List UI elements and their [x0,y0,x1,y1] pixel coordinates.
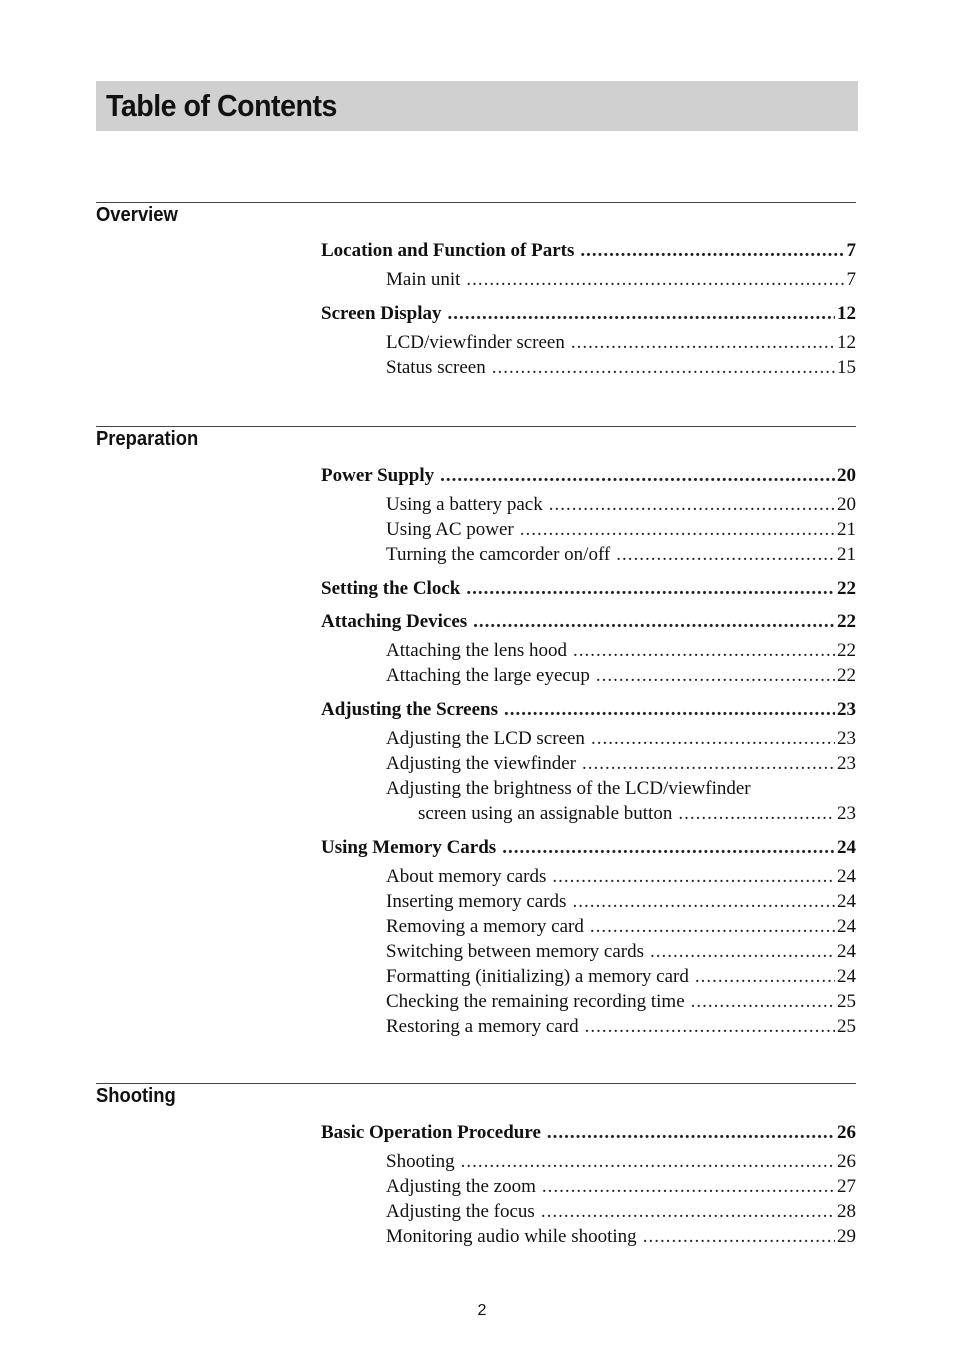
toc-subentry[interactable] [321,889,856,914]
dot-leader [542,1174,835,1199]
dot-leader [461,1149,835,1174]
toc-subentry-page: 28 [837,1201,856,1222]
toc-subentry[interactable] [321,864,856,889]
toc-subentry-label: LCD/viewfinder screen [386,332,565,353]
toc-subentry-label: Turning the camcorder on/off [386,544,611,565]
dot-leader [520,517,835,542]
dot-leader [466,267,844,292]
dot-leader [590,914,835,939]
toc-subentry[interactable] [321,1199,856,1224]
toc-subentry-label: Adjusting the viewfinder [386,753,576,774]
toc-entry-label: Basic Operation Procedure [321,1122,541,1143]
dot-leader [492,355,835,380]
toc-subentry-label: Removing a memory card [386,916,584,937]
toc-subentry-label: Using a battery pack [386,494,543,515]
toc-subentry-page: 26 [837,1151,856,1172]
toc-subentry-page: 22 [837,665,856,686]
toc-entry-page: 26 [837,1122,856,1143]
dot-leader [549,492,835,517]
toc-subentry-label[interactable]: Adjusting the brightness of the LCD/viewfinder [386,778,751,799]
toc-subentry[interactable] [321,801,856,826]
toc-entry[interactable] [321,239,856,262]
toc-subentry[interactable] [321,1224,856,1249]
dot-leader [678,801,835,826]
toc-subentry[interactable] [321,517,856,542]
toc-subentry-page: 12 [837,332,856,353]
toc-subentry[interactable] [321,542,856,567]
toc-subentry-page: 21 [837,544,856,565]
toc-subentry-label: Restoring a memory card [386,1016,579,1037]
dot-leader [643,1224,835,1249]
dot-leader [580,239,844,262]
section-entries [321,239,856,380]
toc-subentry-label: Monitoring audio while shooting [386,1226,637,1247]
toc-subentry-page: 24 [837,941,856,962]
dot-leader [440,464,835,487]
toc-subentry[interactable] [321,989,856,1014]
toc-subentry[interactable] [321,330,856,355]
toc-entry-page: 22 [837,578,856,599]
section-title: Shooting [96,1085,176,1107]
section-entries [321,464,856,1039]
toc-subentry[interactable] [321,1014,856,1039]
toc-entry-label: Screen Display [321,303,442,324]
toc-subentry-label: Main unit [386,269,461,290]
dot-leader [504,698,835,721]
dot-leader [466,577,835,600]
toc-subentry-page: 23 [837,753,856,774]
toc-title-bar [96,81,858,131]
toc-subentry-label: Switching between memory cards [386,941,645,962]
section-shooting [96,1083,856,1247]
toc-subentry[interactable] [321,1174,856,1199]
dot-leader [650,939,835,964]
toc-subentry-page: 29 [837,1226,856,1247]
dot-leader [582,751,835,776]
section-entries [321,1121,856,1249]
toc-subentry-label: Shooting [386,1151,455,1172]
toc-subentry-continuation: screen using an assignable button [418,803,673,824]
toc-entry[interactable] [321,302,856,325]
toc-subentry-page: 24 [837,891,856,912]
toc-subentry[interactable] [321,492,856,517]
toc-subentry[interactable] [321,939,856,964]
toc-entry[interactable] [321,836,856,859]
toc-entry-page: 23 [837,699,856,720]
toc-entry-label: Attaching Devices [321,611,468,632]
toc-subentry-page: 20 [837,494,856,515]
dot-leader [591,726,835,751]
toc-subentry[interactable] [321,267,856,292]
toc-subentry-page: 24 [837,966,856,987]
toc-subentry-label: Formatting (initializing) a memory card [386,966,689,987]
section-title: Overview [96,204,178,226]
dot-leader [448,302,835,325]
toc-subentry-page: 27 [837,1176,856,1197]
dot-leader [691,989,835,1014]
dot-leader [473,610,835,633]
dot-leader [572,889,835,914]
toc-entry-page: 12 [837,303,856,324]
toc-subentry[interactable] [321,964,856,989]
toc-subentry-page: 23 [837,728,856,749]
toc-subentry-page: 25 [837,991,856,1012]
dot-leader [616,542,835,567]
toc-entry[interactable] [321,1121,856,1144]
toc-subentry-label: Checking the remaining recording time [386,991,685,1012]
toc-entry-page: 20 [837,465,856,486]
toc-subentry-page: 24 [837,866,856,887]
toc-entry[interactable] [321,698,856,721]
toc-subentry-label: Adjusting the zoom [386,1176,536,1197]
dot-leader [596,663,835,688]
toc-entry-label: Using Memory Cards [321,837,497,858]
dot-leader [585,1014,835,1039]
toc-entry-page: 24 [837,837,856,858]
dot-leader [502,836,835,859]
section-overview [96,202,856,378]
toc-subentry-label: Adjusting the LCD screen [386,728,585,749]
toc-subentry-page: 15 [837,357,856,378]
toc-subentry[interactable] [321,1149,856,1174]
toc-subentry-page: 25 [837,1016,856,1037]
toc-subentry[interactable] [321,638,856,663]
section-title: Preparation [96,428,199,450]
toc-subentry-label: Attaching the lens hood [386,640,567,661]
dot-leader [573,638,835,663]
toc-subentry-page: 24 [837,916,856,937]
toc-entry[interactable] [321,464,856,487]
toc-subentry-label: Attaching the large eyecup [386,665,590,686]
dot-leader [547,1121,835,1144]
page-number: 2 [477,1302,487,1319]
section-preparation [96,426,856,1037]
dot-leader [571,330,835,355]
toc-entry[interactable] [321,610,856,633]
dot-leader [541,1199,835,1224]
toc-subentry[interactable] [321,663,856,688]
toc-subentry-label: Using AC power [386,519,514,540]
toc-entry[interactable] [321,577,856,600]
toc-entry-page: 7 [846,240,856,261]
toc-entry-label: Adjusting the Screens [321,699,498,720]
toc-entry-label: Setting the Clock [321,578,461,599]
toc-entry-label: Location and Function of Parts [321,240,575,261]
toc-subentry-label: Status screen [386,357,486,378]
toc-subentry-page: 21 [837,519,856,540]
toc-subentry-label: Inserting memory cards [386,891,567,912]
dot-leader [552,864,835,889]
toc-subentry-page: 23 [837,803,856,824]
page-title: Table of Contents [106,88,337,123]
toc-subentry-label: About memory cards [386,866,547,887]
dot-leader [695,964,835,989]
toc-entry-page: 22 [837,611,856,632]
toc-subentry[interactable] [321,914,856,939]
toc-subentry-page: 22 [837,640,856,661]
toc-subentry[interactable] [321,355,856,380]
toc-subentry-label: Adjusting the focus [386,1201,535,1222]
toc-entry-label: Power Supply [321,465,435,486]
toc-subentry[interactable] [321,726,856,751]
toc-subentry[interactable] [321,751,856,776]
toc-subentry-page: 7 [846,269,856,290]
